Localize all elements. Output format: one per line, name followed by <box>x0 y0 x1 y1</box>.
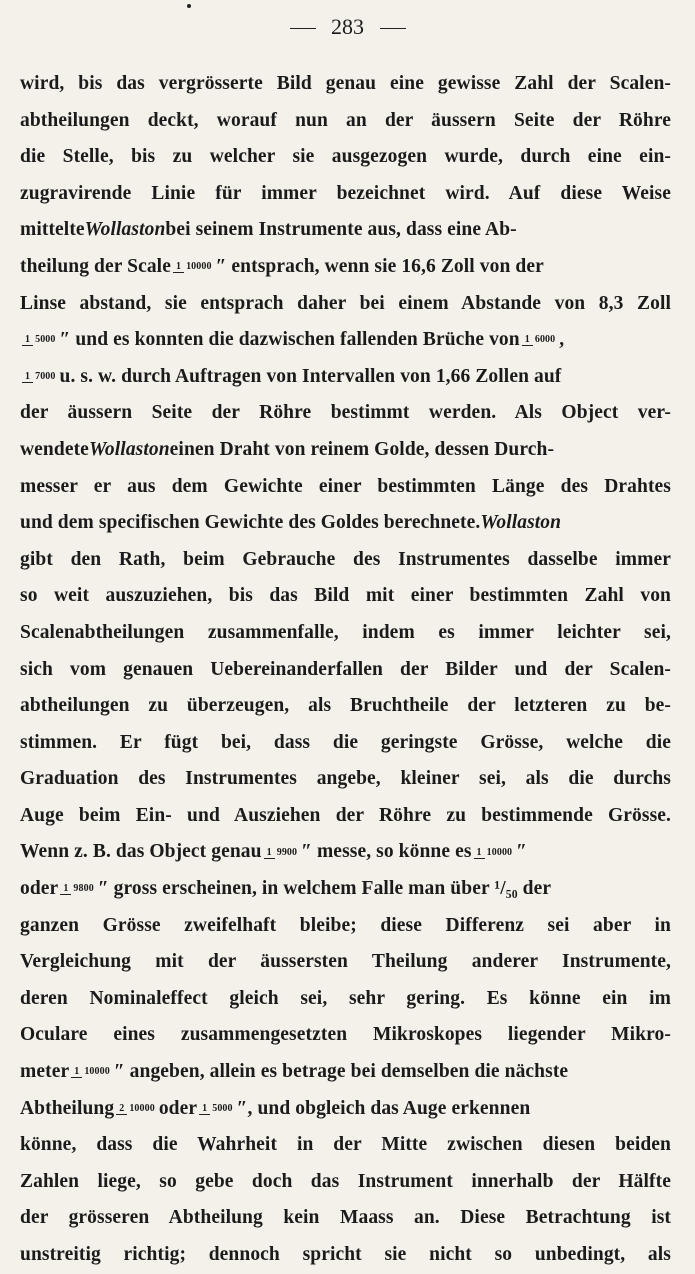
text-line: unstreitig richtig; dennoch spricht sie nicht so unbedingt, als <box>20 1244 671 1265</box>
text-line: deren Nominaleffect gleich sei, sehr gering. Es könne ein im <box>20 987 671 1009</box>
text-line: Auge beim Ein- und Ausziehen der Röhre zu bestimmende Grösse. <box>20 804 671 826</box>
fraction: 1 9800 <box>60 884 96 895</box>
text-line: messer er aus dem Gewichte einer bestimmten Länge des Drahtes <box>20 475 671 497</box>
fraction: 1 5000 <box>199 1104 235 1115</box>
text-line: 1 7000u. s. w. durch Auftragen von Intervallen von 1,66 Zollen auf <box>20 359 671 396</box>
text-line: könne, dass die Wahrheit in der Mitte zwischen diesen beiden <box>20 1134 671 1156</box>
text-line: Scalenabtheilungen zusammenfalle, indem es immer leichter sei, <box>20 621 671 643</box>
text-line: ganzen Grösse zweifelhaft bleibe; diese Differenz sei aber in <box>20 914 671 936</box>
header-dash-right <box>380 28 406 29</box>
fraction: 1 7000 <box>22 372 58 383</box>
text-line: theilung der Scale1 10000 ″ entsprach, wenn sie 16,6 Zoll von der <box>20 255 544 277</box>
name-wollaston: Wollaston <box>88 438 170 460</box>
text-line: sich vom genauen Uebereinanderfallen der Bilder und der Scalen- <box>20 658 671 680</box>
text-line: der grösseren Abtheilung kein Maass an. Diese Betrachtung ist <box>20 1207 671 1229</box>
text-line: oder1 9800 ″ gross erscheinen, in welchem Falle man über ¹/₅₀ der <box>20 878 552 900</box>
text-line: zugravirende Linie für immer bezeichnet wird. Auf diese Weise <box>20 182 671 204</box>
fraction: 1 9900 <box>264 848 300 859</box>
name-wollaston: Wollaston <box>84 219 166 241</box>
fraction: 1 5000 <box>22 335 58 346</box>
text-line: Abtheilung2 10000oder1 5000 ″, und obgleich das Auge erkennen <box>20 1097 531 1119</box>
text-line: Zahlen liege, so gebe doch das Instrument innerhalb der Hälfte <box>20 1170 671 1192</box>
text-line: Wenn z. B. das Object genau1 9900 ″ messe, so könne es1 10000 ″ <box>20 841 528 863</box>
name-wollaston: Wollaston <box>480 512 562 534</box>
text-line: gibt den Rath, beim Gebrauche des Instrumentes dasselbe immer <box>20 548 671 570</box>
text-line: Linse abstand, sie entsprach daher bei einem Abstande von 8,3 Zoll <box>20 292 671 314</box>
fraction: 1 10000 <box>474 848 515 859</box>
text-line: 1 5000 ″ und es konnten die dazwischen fallenden Brüche von1 6000 , <box>20 322 671 359</box>
text-line: abtheilungen zu überzeugen, als Bruchtheile der letzteren zu be- <box>20 695 671 717</box>
text-line: Oculare eines zusammengesetzten Mikroskopes liegender Mikro- <box>20 1024 671 1046</box>
text-line: so weit auszuziehen, bis das Bild mit einer bestimmten Zahl von <box>20 585 671 607</box>
text-line: meter1 10000 ″ angeben, allein es betrage bei demselben die nächste <box>20 1061 569 1083</box>
fraction: 1 6000 <box>522 335 558 346</box>
body-text <box>20 66 671 1274</box>
page-number: 283 <box>331 14 364 39</box>
text-line: Vergleichung mit der äussersten Theilung anderer Instrumente, <box>20 951 671 973</box>
text-line: Graduation des Instrumentes angebe, kleiner sei, als die durchs <box>20 768 671 790</box>
text-line: die Stelle, bis zu welcher sie ausgezogen wurde, durch eine ein- <box>20 146 671 168</box>
text-line: der äussern Seite der Röhre bestimmt werden. Als Object ver- <box>20 402 671 424</box>
page-header <box>0 14 695 40</box>
text-line: mittelteWollastonbei seinem Instrumente aus, dass eine Ab- <box>20 212 671 249</box>
text-line: wird, bis das vergrösserte Bild genau eine gewisse Zahl der Scalen- <box>20 73 671 94</box>
ink-speck <box>187 4 191 8</box>
text-line: abtheilungen deckt, worauf nun an der äussern Seite der Röhre <box>20 109 671 131</box>
fraction: 1 10000 <box>173 262 214 273</box>
text-line: wendeteWollastoneinen Draht von reinem Golde, dessen Durch- <box>20 432 671 469</box>
fraction: 2 10000 <box>116 1104 157 1115</box>
fraction: 1 10000 <box>71 1067 112 1078</box>
text-line: und dem specifischen Gewichte des Goldes berechnete.Wollaston <box>20 505 671 542</box>
header-dash-left <box>290 28 316 29</box>
text-line: stimmen. Er fügt bei, dass die geringste Grösse, welche die <box>20 731 671 753</box>
